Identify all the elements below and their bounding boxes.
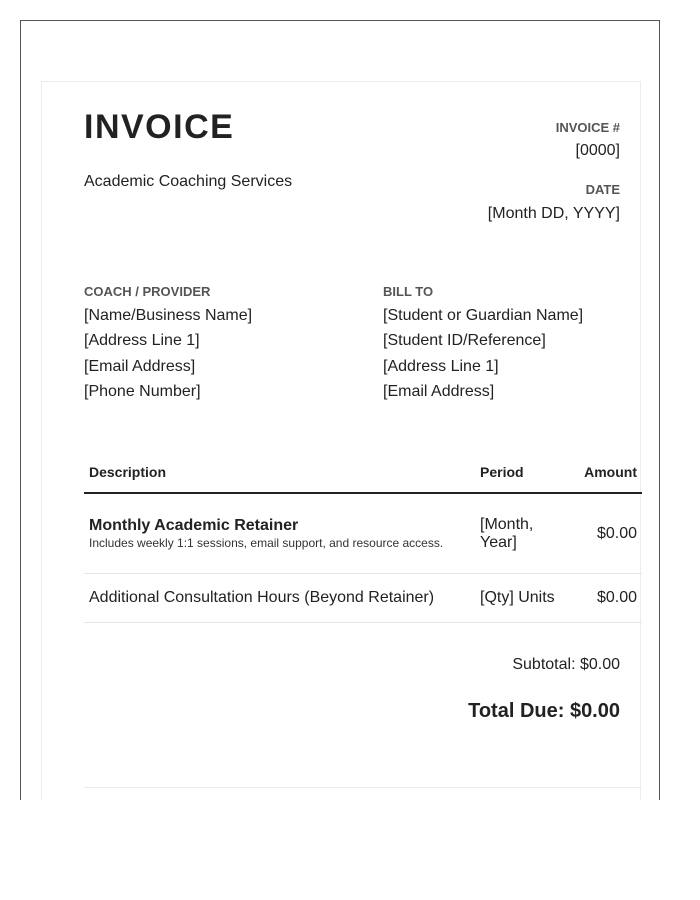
- total-due: Total Due: $0.00: [468, 700, 620, 722]
- provider-address: [Address Line 1]: [84, 332, 200, 350]
- item-title: Additional Consultation Hours (Beyond Retainer): [84, 574, 475, 623]
- line-items-table: [84, 452, 642, 623]
- provider-email: [Email Address]: [84, 357, 196, 375]
- invoice-title: INVOICE: [84, 108, 235, 146]
- provider-name: [Name/Business Name]: [84, 307, 253, 324]
- item-amount: $0.00: [570, 574, 642, 623]
- column-header-description: Description: [84, 452, 475, 493]
- column-header-period: Period: [475, 452, 570, 493]
- bill-to-block: [383, 284, 583, 404]
- table-row: [84, 574, 642, 623]
- item-description-cell: [84, 493, 475, 574]
- item-period: [Month, Year]: [475, 493, 570, 574]
- provider-phone: [Phone Number]: [84, 382, 201, 400]
- subtotal: Subtotal: $0.00: [512, 656, 620, 673]
- bill-to-email: [Email Address]: [383, 382, 495, 400]
- column-header-amount: Amount: [570, 452, 642, 493]
- invoice-subtitle: Academic Coaching Services: [84, 173, 293, 190]
- provider-label: COACH / PROVIDER: [84, 284, 211, 299]
- invoice-number-value: [0000]: [575, 142, 620, 159]
- footer-divider: [84, 787, 642, 788]
- item-detail: Includes weekly 1:1 sessions, email support, and resource access.: [89, 535, 444, 550]
- bill-to-reference: [Student ID/Reference]: [383, 332, 546, 350]
- table-row: [84, 493, 642, 574]
- invoice-number-label: INVOICE #: [555, 120, 620, 135]
- bill-to-name: [Student or Guardian Name]: [383, 307, 584, 324]
- provider-block: [84, 284, 252, 404]
- date-value: [Month DD, YYYY]: [487, 205, 620, 222]
- page-frame: [20, 20, 660, 800]
- item-title: Monthly Academic Retainer: [89, 516, 299, 534]
- table-header-row: [84, 452, 642, 493]
- date-label: DATE: [585, 182, 620, 197]
- item-period: [Qty] Units: [475, 574, 570, 623]
- invoice-sheet: [41, 81, 641, 800]
- item-amount: $0.00: [570, 493, 642, 574]
- bill-to-label: BILL TO: [383, 284, 434, 299]
- bill-to-address: [Address Line 1]: [383, 357, 499, 375]
